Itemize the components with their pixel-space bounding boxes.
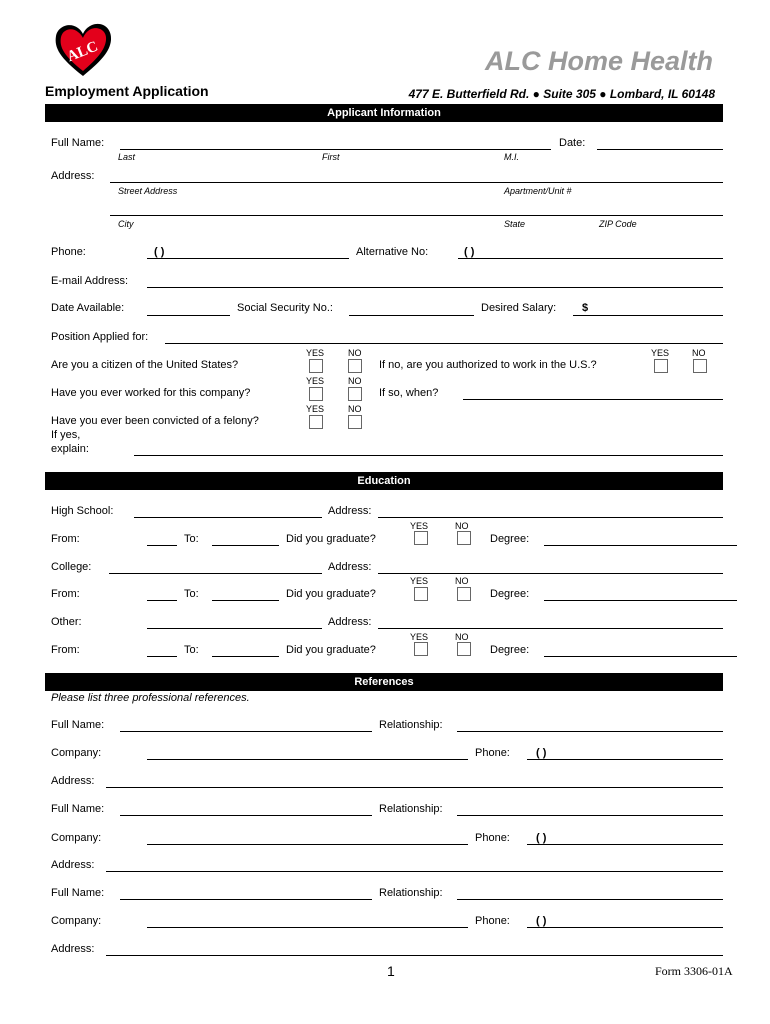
college-no-checkbox[interactable] bbox=[457, 587, 471, 601]
college-graduate-question: Did you graduate? bbox=[286, 588, 376, 600]
section-header-education: Education bbox=[45, 472, 723, 490]
ref3-full-name-field[interactable] bbox=[120, 899, 372, 900]
hs-degree-field[interactable] bbox=[544, 545, 737, 546]
other-from-field[interactable] bbox=[147, 656, 177, 657]
desired-salary-label: Desired Salary: bbox=[481, 302, 557, 314]
section-header-references: References bbox=[45, 673, 723, 691]
other-to-label: To: bbox=[184, 644, 199, 656]
hs-graduate-question: Did you graduate? bbox=[286, 533, 376, 545]
high-school-field[interactable] bbox=[134, 517, 322, 518]
worked-yes-header: YES bbox=[306, 376, 325, 386]
ref1-address-label: Address: bbox=[51, 775, 95, 787]
phone-field[interactable] bbox=[147, 258, 349, 259]
ref3-relationship-field[interactable] bbox=[457, 899, 723, 900]
hs-from-label: From: bbox=[51, 533, 80, 545]
alt-phone-area-code: ( ) bbox=[464, 246, 475, 258]
ref3-full-name-label: Full Name: bbox=[51, 887, 105, 899]
felony-no-checkbox[interactable] bbox=[348, 415, 362, 429]
full-name-field[interactable] bbox=[120, 149, 551, 150]
ref1-company-field[interactable] bbox=[147, 759, 468, 760]
college-degree-field[interactable] bbox=[544, 600, 737, 601]
felony-question: Have you ever been convicted of a felony? bbox=[51, 415, 259, 427]
date-label: Date: bbox=[559, 137, 586, 149]
ref2-company-field[interactable] bbox=[147, 844, 468, 845]
alt-phone-field[interactable] bbox=[458, 258, 723, 259]
other-address-field[interactable] bbox=[378, 628, 723, 629]
other-yes-checkbox[interactable] bbox=[414, 642, 428, 656]
other-no-checkbox[interactable] bbox=[457, 642, 471, 656]
authorized-no-checkbox[interactable] bbox=[693, 359, 707, 373]
ref3-relationship-label: Relationship: bbox=[379, 887, 443, 899]
logo bbox=[52, 20, 114, 80]
ref2-full-name-field[interactable] bbox=[120, 815, 372, 816]
citizen-yes-checkbox[interactable] bbox=[309, 359, 323, 373]
ref2-phone-field[interactable] bbox=[527, 844, 723, 845]
other-degree-field[interactable] bbox=[544, 656, 737, 657]
street-address-field[interactable] bbox=[110, 182, 723, 183]
worked-yes-checkbox[interactable] bbox=[309, 387, 323, 401]
citizen-no-checkbox[interactable] bbox=[348, 359, 362, 373]
worked-question: Have you ever worked for this company? bbox=[51, 387, 251, 399]
last-caption: Last bbox=[118, 152, 136, 162]
authorized-question: If no, are you authorized to work in the U.S.? bbox=[379, 359, 597, 371]
ref1-company-label: Company: bbox=[51, 747, 102, 759]
ref1-address-field[interactable] bbox=[106, 787, 723, 788]
ref3-company-label: Company: bbox=[51, 915, 102, 927]
street-caption: Street Address bbox=[118, 186, 178, 196]
ssn-field[interactable] bbox=[349, 315, 474, 316]
college-yes-header: YES bbox=[410, 576, 429, 586]
felony-yes-header: YES bbox=[306, 404, 325, 414]
citizen-yes-header: YES bbox=[306, 348, 325, 358]
company-address: 477 E. Butterfield Rd. ● Suite 305 ● Lombard, IL 60148 bbox=[408, 87, 715, 101]
hs-yes-header: YES bbox=[410, 521, 429, 531]
city-state-zip-field[interactable] bbox=[110, 215, 723, 216]
ref1-relationship-label: Relationship: bbox=[379, 719, 443, 731]
ref1-relationship-field[interactable] bbox=[457, 731, 723, 732]
mi-caption: M.I. bbox=[504, 152, 519, 162]
ref2-full-name-label: Full Name: bbox=[51, 803, 105, 815]
hs-degree-label: Degree: bbox=[490, 533, 530, 545]
ref2-relationship-field[interactable] bbox=[457, 815, 723, 816]
hs-from-field[interactable] bbox=[147, 545, 177, 546]
form-number: Form 3306-01A bbox=[655, 964, 733, 978]
other-address-label: Address: bbox=[328, 616, 372, 628]
dollar-sign: $ bbox=[582, 302, 589, 314]
high-school-label: High School: bbox=[51, 505, 114, 517]
ref1-full-name-label: Full Name: bbox=[51, 719, 105, 731]
other-from-label: From: bbox=[51, 644, 80, 656]
desired-salary-field[interactable] bbox=[573, 315, 723, 316]
ref2-address-field[interactable] bbox=[106, 871, 723, 872]
if-yes-label: If yes, bbox=[51, 429, 81, 441]
first-caption: First bbox=[322, 152, 340, 162]
citizen-question: Are you a citizen of the United States? bbox=[51, 359, 239, 371]
college-address-field[interactable] bbox=[378, 573, 723, 574]
position-field[interactable] bbox=[165, 343, 723, 344]
ref3-phone-area-code: ( ) bbox=[536, 915, 547, 927]
section-header-applicant: Applicant Information bbox=[45, 104, 723, 122]
date-available-label: Date Available: bbox=[51, 302, 125, 314]
college-yes-checkbox[interactable] bbox=[414, 587, 428, 601]
explain-field[interactable] bbox=[134, 455, 723, 456]
ref1-phone-label: Phone: bbox=[475, 747, 510, 759]
ssn-label: Social Security No.: bbox=[237, 302, 333, 314]
if-so-when-field[interactable] bbox=[463, 399, 723, 400]
authorized-yes-header: YES bbox=[651, 348, 670, 358]
ref2-phone-area-code: ( ) bbox=[536, 832, 547, 844]
college-label: College: bbox=[51, 561, 92, 573]
high-school-address-field[interactable] bbox=[378, 517, 723, 518]
ref3-address-label: Address: bbox=[51, 943, 95, 955]
state-caption: State bbox=[504, 219, 526, 229]
phone-area-code: ( ) bbox=[154, 246, 165, 258]
felony-no-header: NO bbox=[348, 404, 362, 414]
college-from-label: From: bbox=[51, 588, 80, 600]
college-field[interactable] bbox=[109, 573, 322, 574]
address-label: Address: bbox=[51, 170, 95, 182]
date-available-field[interactable] bbox=[147, 315, 230, 316]
felony-yes-checkbox[interactable] bbox=[309, 415, 323, 429]
ref2-company-label: Company: bbox=[51, 832, 102, 844]
other-graduate-question: Did you graduate? bbox=[286, 644, 376, 656]
ref1-full-name-field[interactable] bbox=[120, 731, 372, 732]
high-school-address-label: Address: bbox=[328, 505, 372, 517]
college-no-header: NO bbox=[455, 576, 469, 586]
college-address-label: Address: bbox=[328, 561, 372, 573]
college-degree-label: Degree: bbox=[490, 588, 530, 600]
ref3-company-field[interactable] bbox=[147, 927, 468, 928]
other-no-header: NO bbox=[455, 632, 469, 642]
hs-yes-checkbox[interactable] bbox=[414, 531, 428, 545]
hs-to-field[interactable] bbox=[212, 545, 279, 546]
position-label: Position Applied for: bbox=[51, 331, 149, 343]
other-field[interactable] bbox=[147, 628, 322, 629]
college-to-label: To: bbox=[184, 588, 199, 600]
citizen-no-header: NO bbox=[348, 348, 362, 358]
svg-text:ALC: ALC bbox=[64, 38, 101, 66]
ref2-relationship-label: Relationship: bbox=[379, 803, 443, 815]
ref2-phone-label: Phone: bbox=[475, 832, 510, 844]
email-label: E-mail Address: bbox=[51, 275, 129, 287]
hs-no-header: NO bbox=[455, 521, 469, 531]
alt-phone-label: Alternative No: bbox=[356, 246, 429, 258]
other-degree-label: Degree: bbox=[490, 644, 530, 656]
city-caption: City bbox=[118, 219, 134, 229]
authorized-no-header: NO bbox=[692, 348, 706, 358]
apt-caption: Apartment/Unit # bbox=[504, 186, 572, 196]
authorized-yes-checkbox[interactable] bbox=[654, 359, 668, 373]
explain-label: explain: bbox=[51, 443, 89, 455]
ref3-phone-field[interactable] bbox=[527, 927, 723, 928]
hs-to-label: To: bbox=[184, 533, 199, 545]
heart-logo-icon bbox=[52, 20, 114, 80]
page-number: 1 bbox=[387, 963, 395, 979]
worked-no-checkbox[interactable] bbox=[348, 387, 362, 401]
hs-no-checkbox[interactable] bbox=[457, 531, 471, 545]
full-name-label: Full Name: bbox=[51, 137, 105, 149]
form-title: Employment Application bbox=[45, 83, 209, 99]
other-label: Other: bbox=[51, 616, 82, 628]
email-field[interactable] bbox=[147, 287, 723, 288]
if-so-when-label: If so, when? bbox=[379, 387, 439, 399]
college-to-field[interactable] bbox=[212, 600, 279, 601]
ref1-phone-field[interactable] bbox=[527, 759, 723, 760]
other-to-field[interactable] bbox=[212, 656, 279, 657]
other-yes-header: YES bbox=[410, 632, 429, 642]
ref3-address-field[interactable] bbox=[106, 955, 723, 956]
ref1-phone-area-code: ( ) bbox=[536, 747, 547, 759]
college-from-field[interactable] bbox=[147, 600, 177, 601]
company-name: ALC Home Health bbox=[484, 46, 713, 76]
worked-no-header: NO bbox=[348, 376, 362, 386]
zip-caption: ZIP Code bbox=[599, 219, 637, 229]
ref2-address-label: Address: bbox=[51, 859, 95, 871]
date-field[interactable] bbox=[597, 149, 723, 150]
ref3-phone-label: Phone: bbox=[475, 915, 510, 927]
phone-label: Phone: bbox=[51, 246, 86, 258]
references-instruction: Please list three professional references. bbox=[51, 692, 250, 704]
